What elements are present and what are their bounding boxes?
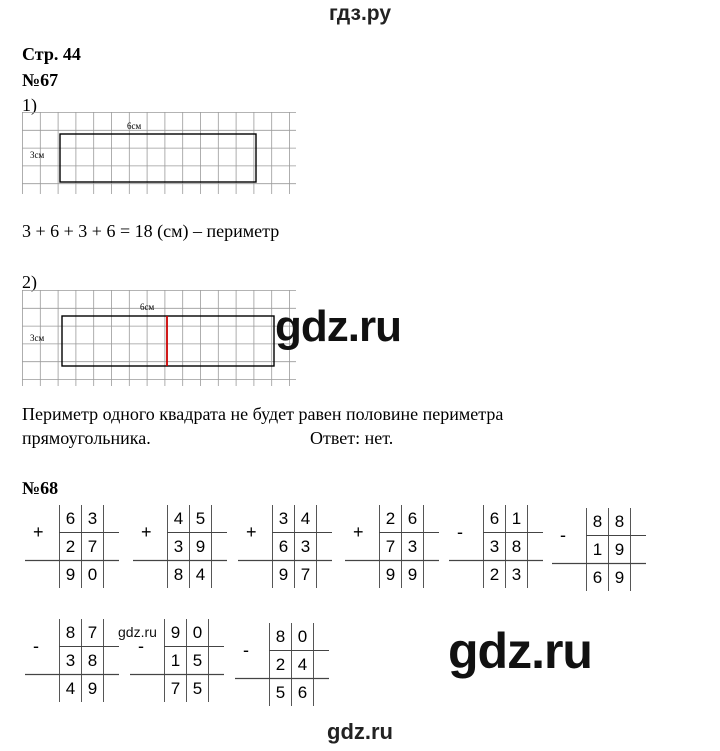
result-digit: 9 [278,565,289,584]
task-67-part1-label: 1) [22,95,37,115]
column-calculation [25,505,119,588]
result-digit: 7 [170,679,181,698]
minus-sign: - [33,636,39,656]
operand-digit: 8 [511,537,522,556]
operand-digit: 3 [87,509,98,528]
site-header-label: гдз.ру [328,2,392,25]
perimeter-equation: 3 + 6 + 3 + 6 = 18 (см) – периметр [22,221,280,241]
result-digit: 5 [275,683,286,702]
minus-sign: - [457,522,463,542]
rect-1-width-label: 6см [127,121,142,131]
column-calculation [552,508,646,591]
column-calculation [133,505,227,588]
operand-digit: 8 [614,512,625,531]
plus-sign: + [33,522,44,542]
result-digit: 9 [385,565,396,584]
result-digit: 9 [87,679,98,698]
operand-digit: 6 [65,509,76,528]
operand-digit: 5 [195,509,206,528]
column-calculation [345,505,439,588]
minus-sign: - [138,636,144,656]
operand-digit: 2 [385,509,396,528]
column-calculation [238,505,332,588]
operand-digit: 1 [592,540,603,559]
operand-digit: 1 [511,509,522,528]
operand-digit: 6 [278,537,289,556]
operand-digit: 6 [407,509,418,528]
column-calculation [235,623,329,706]
watermark-middle: gdz.ru [275,302,401,351]
operand-digit: 3 [300,537,311,556]
task-67-part2-label: 2) [22,272,37,292]
rect-1-height-label: 3см [30,150,45,160]
column-calculation [25,619,119,702]
operand-digit: 8 [87,651,98,670]
site-footer-label: gdz.ru [327,719,393,744]
operand-digit: 8 [592,512,603,531]
result-digit: 0 [87,565,98,584]
operand-digit: 1 [170,651,181,670]
plus-sign: + [141,522,152,542]
task-67-number: №67 [22,70,59,90]
operand-digit: 5 [192,651,203,670]
operand-digit: 3 [65,651,76,670]
operand-digit: 2 [275,655,286,674]
column-calculation [449,505,543,588]
task-67-answer: Ответ: нет. [310,428,394,448]
task-67-text-line2: прямоугольника. [22,428,151,448]
rectangle [60,134,256,182]
result-digit: 3 [511,565,522,584]
operand-digit: 0 [192,623,203,642]
rect-2-height-label: 3см [30,333,45,343]
operand-digit: 9 [195,537,206,556]
operand-digit: 4 [173,509,184,528]
result-digit: 5 [192,679,203,698]
operand-digit: 8 [275,627,286,646]
plus-sign: + [246,522,257,542]
operand-digit: 3 [278,509,289,528]
operand-digit: 4 [297,655,308,674]
operand-digit: 2 [65,537,76,556]
result-digit: 9 [65,565,76,584]
result-digit: 6 [592,568,603,587]
page-number: Стр. 44 [22,44,81,64]
rect-2-width-label: 6см [140,302,155,312]
result-digit: 7 [300,565,311,584]
operand-digit: 9 [170,623,181,642]
watermark-lower-right: gdz.ru [448,623,592,679]
minus-sign: - [243,640,249,660]
result-digit: 8 [173,565,184,584]
task-67-text-line1: Периметр одного квадрата не будет равен половине периметра [22,404,504,424]
result-digit: 2 [489,565,500,584]
operand-digit: 3 [489,537,500,556]
task-68-number: №68 [22,478,59,498]
operand-digit: 3 [173,537,184,556]
operand-digit: 7 [87,623,98,642]
operand-digit: 7 [87,537,98,556]
plus-sign: + [353,522,364,542]
result-digit: 4 [195,565,206,584]
result-digit: 6 [297,683,308,702]
result-digit: 4 [65,679,76,698]
result-digit: 9 [407,565,418,584]
operand-digit: 0 [297,627,308,646]
operand-digit: 3 [407,537,418,556]
watermark-small: gdz.ru [118,624,157,640]
operand-digit: 4 [300,509,311,528]
operand-digit: 9 [614,540,625,559]
result-digit: 9 [614,568,625,587]
operand-digit: 6 [489,509,500,528]
grid-2 [22,290,298,388]
operand-digit: 7 [385,537,396,556]
grid-1 [22,112,298,196]
minus-sign: - [560,525,566,545]
operand-digit: 8 [65,623,76,642]
